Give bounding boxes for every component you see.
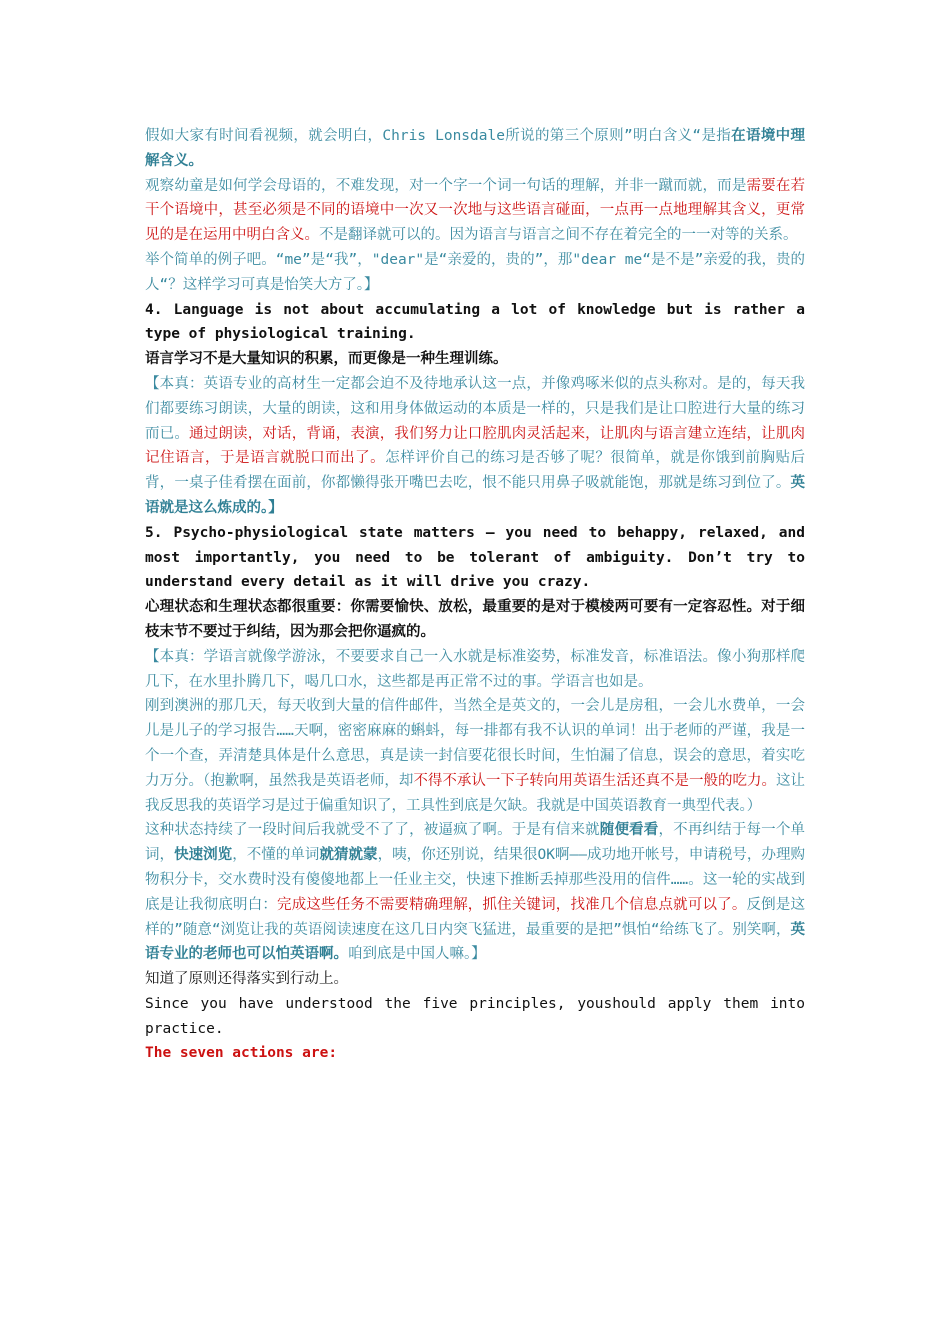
text-run: 【本真：英语专业的高材生一定都会迫不及待地承认这一点，并像鸡啄米似的点头称对。是的，每天我们都要练习朗读，大量的朗读，这和用身体做运动的本质是一样的，只是我们是让口腔进行大量的练习而已。 [145, 375, 805, 442]
text-run: 成功地开帐号，申请税号，办理购物积分卡，交水费时没有傻傻地都上一任业主交，快速下推断丢掉那些没用的信件……。这一轮的实战到底是让我彻底明白： [145, 847, 806, 913]
text-run: 咱到底是中国人嘛。】 [348, 946, 486, 963]
text-run: 刚到澳洲的那几天，每天收到大量的信件邮件，当然全是英文的，一会儿是房租，一会儿水费单，一会儿是儿子的学习报告……天啊，密密麻麻的蝌蚪，每一排都有我不认识的单词！出于老师的严谨，我是一个一个查，弄清楚具体是什么意思，真是读一封信要花很长时间，生怕漏了信息，误会的意思，着实吃力万分。（抱歉啊，虽然我是英语老师，却 [145, 698, 805, 789]
paragraph-skimming-experience [145, 818, 805, 967]
paragraph-apply-principles-en: Since you have understood the five principles, youshould apply them into practice. [145, 995, 805, 1037]
text-run: 假如大家有时间看视频，就会明白，Chris Lonsdale所说的第三个原则”明白含义“是指 [145, 128, 732, 144]
text-run: ，咦，你还别说，结果很OK啊—— [377, 847, 587, 864]
emphasis-text: 就猜就蒙 [319, 847, 378, 864]
text-run: ，不懂的单词 [232, 847, 320, 864]
paragraph-child-language [145, 174, 805, 248]
heading-principle-4-en: 4. Language is not about accumulating a lot of knowledge but is rather a type of physiological training. [145, 301, 805, 343]
paragraph-physiological-training [145, 372, 805, 521]
text-run: 不是翻译就可以的。因为语言与语言之间不存在着完全的一一对等的关系。 [319, 227, 798, 244]
paragraph-apply-principles-zh: 知道了原则还得落实到行动上。 [145, 971, 348, 988]
paragraph-example [145, 248, 805, 298]
text-run: 这种状态持续了一段时间后我就受不了了，被逼疯了啊。于是有信来就 [145, 822, 600, 839]
highlight-text: 通过朗读，对话，背诵，表演，我们努力让口腔肌肉灵活起来，让肌肉与语言建立连结，让肌肉记住语言，于是语言就脱口而出了。 [145, 425, 806, 467]
heading-seven-actions: The seven actions are: [145, 1045, 338, 1062]
highlight-text: 完成这些任务不需要精确理解，抓住关键词，找准几个信息点就可以了。 [277, 896, 747, 913]
paragraph-swimming-analogy [145, 645, 805, 695]
heading-principle-5-zh: 心理状态和生理状态都很重要：你需要愉快、放松，最重要的是对于模棱两可要有一定容忍性。对于细枝末节不要过于纠结，因为那会把你逼疯的。 [145, 599, 805, 640]
emphasis-text: 英语专业的老师也可以怕英语啊。 [145, 921, 805, 963]
heading-principle-5-en: 5. Psycho-physiological state matters – you need to behappy, relaxed, and most importantly, you need to be tolerant of ambiguity. Don’t try to understand every detail as it will drive you crazy. [145, 524, 805, 591]
emphasis-text: 在语境中理解含义。 [145, 128, 805, 169]
document-page [145, 124, 805, 1066]
emphasis-text: 英语就是这么炼成的。】 [145, 475, 805, 516]
text-run: 观察幼童是如何学会母语的，不难发现，对一个字一个词一句话的理解，并非一蹴而就，而是 [145, 177, 747, 194]
highlight-text: 不得不承认一下子转向用英语生活还真不是一般的吃力。 [413, 772, 776, 789]
text-run: 怎样评价自己的练习是否够了呢？很简单，就是你饿到前胸贴后背，一桌子佳肴摆在面前，你都懒得张开嘴巴去吃，恨不能只用鼻子吸就能饱，那就是练习到位了。 [145, 450, 805, 492]
heading-principle-4-zh: 语言学习不是大量知识的积累，而更像是一种生理训练。 [145, 351, 508, 368]
text-run: 反倒是这样的”随意“浏览让我的英语阅读速度在这几日内突飞猛进，最重要的是把”惧怕“给练飞了。别笑啊， [145, 896, 806, 938]
text-run: 【本真：学语言就像学游泳，不要要求自己一入水就是标准姿势，标准发音，标准语法。像小狗那样爬几下，在水里扑腾几下，喝几口水，这些都是再正常不过的事。学语言也如是。 [145, 648, 805, 690]
text-run: ，不再纠结于每一个单词， [145, 822, 806, 864]
text-run: 举个简单的例子吧。“me”是“我”，"dear"是“亲爱的，贵的”，那"dear me“是不是”亲爱的我，贵的人“？这样学习可真是怡笑大方了。】 [145, 251, 805, 293]
highlight-text: 需要在若干个语境中，甚至必须是不同的语境中一次又一次地与这些语言碰面，一点再一点地理解其含义，更常见的是在运用中明白含义。 [145, 177, 805, 244]
paragraph-australia-letters [145, 694, 805, 818]
paragraph-principle3-summary [145, 124, 805, 174]
emphasis-text: 快速浏览 [174, 847, 233, 864]
emphasis-text: 随便看看 [599, 822, 659, 839]
text-run: 这让我反思我的英语学习是过于偏重知识了，工具性到底是欠缺。我就是中国英语教育一典型代表。） [145, 772, 806, 814]
